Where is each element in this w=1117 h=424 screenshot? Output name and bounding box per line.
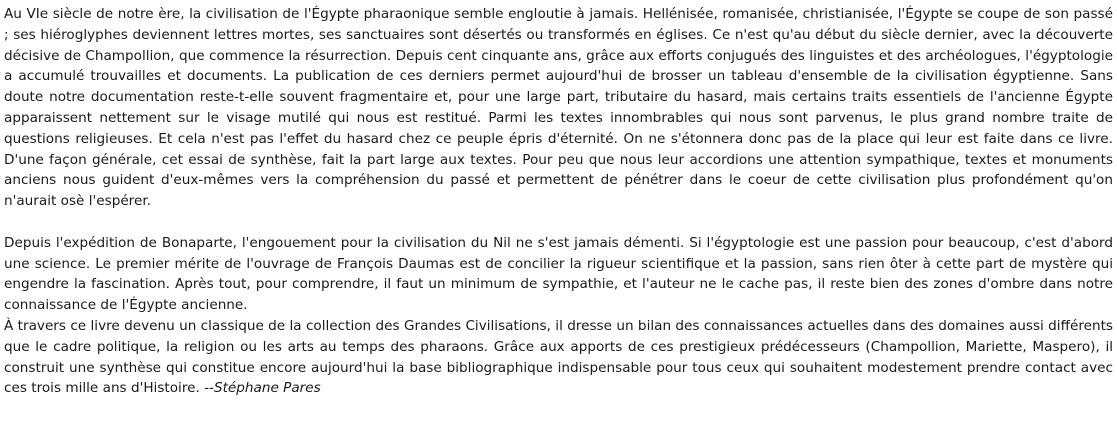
review-signature: --Stéphane Pares xyxy=(204,380,321,397)
review-paragraph-3-text: À travers ce livre devenu un classique de la collection des Grandes Civilisations, il dresse un bilan des connaissances actuelles dans des domaines aussi différents que le cadre politique, la religion ou les arts au temps des pharaons. Grâce aux apports de ces prestigieux prédécesseurs (Champollion, Mariette, Maspero), il construit une synthèse qui constitue encore aujourd'hui la base bibliographique indispensable pour tous ceux qui souhaitent modestement prendre contact avec ces trois mille ans d'Histoire. xyxy=(4,317,1113,397)
review-paragraph-2: Depuis l'expédition de Bonaparte, l'engouement pour la civilisation du Nil ne s'est jamais démenti. Si l'égyptologie est une passion pour beaucoup, c'est d'abord une science. Le premier mérite de l'ouvrage de François Daumas est de concilier la rigueur scientifique et la passion, sans rien ôter à cette part de mystère qui engendre la fascination. Après tout, pour comprendre, il faut un minimum de sympathie, et l'auteur ne le cache pas, il reste bien des zones d'ombre dans notre connaissance de l'Égypte ancienne. xyxy=(4,234,1113,314)
review-paragraph-3 xyxy=(4,316,1113,399)
review-paragraph-1: Au VIe siècle de notre ère, la civilisation de l'Égypte pharaonique semble engloutie à jamais. Hellénisée, romanisée, christianisée, l'Égypte se coupe de son passé ; ses hiéroglyphes deviennent lettres mortes, ses sanctuaires sont désertés ou transformés en églises. Ce n'est qu'au début du siècle dernier, avec la découverte décisive de Champollion, que commence la résurrection. Depuis cent cinquante ans, grâce aux efforts conjugués des linguistes et des archéologues, l'égyptologie a accumulé trouvailles et documents. La publication de ces derniers permet aujourd'hui de brosser un tableau d'ensemble de la civilisation égyptienne. Sans doute notre documentation reste-t-elle souvent fragmentaire et, pour une large part, tributaire du hasard, mais certains traits essentiels de l'ancienne Égypte apparaissent nettement sur le visage mutilé qui nous est restitué. Parmi les textes innombrables qui nous sont parvenus, le plus grand nombre traite de questions religieuses. Et cela n'est pas l'effet du hasard chez ce peuple épris d'éternité. On ne s'étonnera donc pas de la place qui leur est faite dans ce livre. D'une façon générale, cet essai de synthèse, fait la part large aux textes. Pour peu que nous leur accordions une attention sympathique, textes et monuments anciens nous guident d'eux-mêmes vers la compréhension du passé et permettent de pénétrer dans le coeur de cette civilisation plus profondément qu'on n'aurait osè l'espérer. xyxy=(4,6,1113,210)
